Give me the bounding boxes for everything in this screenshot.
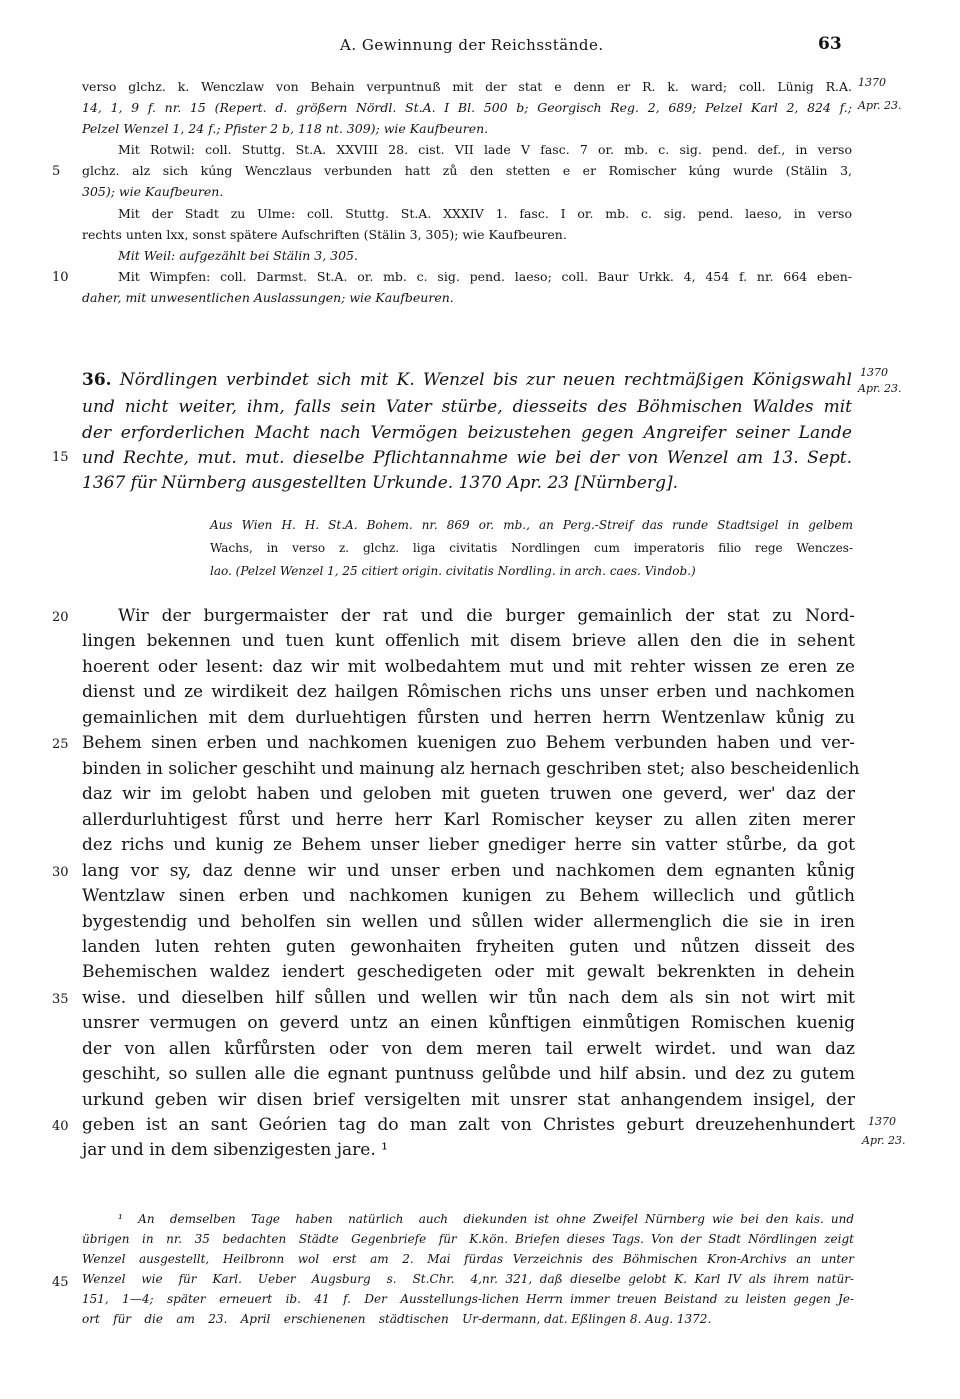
apparatus-line: 14, 1, 9 f. nr. 15 (Repert. d. größern Nördl. St.A. I Bl. 500 b; Georgisch Reg. 2, 689; Pelzel Karl 2, 824 f.; bbox=[82, 100, 852, 115]
line-number: 45 bbox=[52, 1275, 69, 1290]
heading-line bbox=[82, 370, 852, 390]
line-number: 25 bbox=[52, 737, 69, 752]
line-number: 30 bbox=[52, 865, 69, 880]
line-number: 5 bbox=[52, 164, 61, 179]
page-number: 63 bbox=[818, 34, 842, 54]
footnote-line: lichen Herrn immer treuen Beistand zu leisten gegen Je- bbox=[482, 1292, 854, 1306]
apparatus-line: daher, mit unwesentlichen Auslassungen; wie Kaufbeuren. bbox=[82, 290, 454, 305]
apparatus-line: rechts unten lxx, sonst spätere Aufschriften (Stälin 3, 305); wie Kaufbeuren. bbox=[82, 227, 567, 242]
body-line: jar und in dem sibenzigesten jare. ¹ bbox=[82, 1140, 388, 1160]
body-line: dez richs und kunig ze Behem unser lieber gnediger herre sin vatter stůrbe, da got bbox=[82, 835, 855, 855]
apparatus-line: Mit Weil: aufgezählt bei Stälin 3, 305. bbox=[118, 248, 358, 263]
line-number: 20 bbox=[52, 610, 69, 625]
running-header: A. Gewinnung der Reichsstände. bbox=[340, 36, 604, 54]
apparatus-line: verso glchz. k. Wenczlaw von Behain verpuntnuß mit der stat e denn er R. k. ward; coll. Lünig R.A. bbox=[82, 79, 852, 94]
body-line: dienst und ze wirdikeit dez hailgen Rômischen richs uns unser erben und nachkomen bbox=[82, 682, 855, 702]
footnote-line: nr. 321, daß dieselbe gelobt K. Karl IV als ihrem natür- bbox=[482, 1272, 854, 1286]
apparatus-line: Pelzel Wenzel 1, 24 f.; Pfister 2 b, 118 nt. 309); wie Kaufbeuren. bbox=[82, 121, 489, 136]
footnote-line: das Verzeichnis des Böhmischen Kron-Archivs an unter bbox=[482, 1252, 854, 1266]
heading-line: und Rechte, mut. mut. dieselbe Pflichtannahme wie bei der von Wenzel am 13. Sept. bbox=[82, 448, 852, 468]
apparatus-line: 305); wie Kaufbeuren. bbox=[82, 184, 224, 199]
body-line: Wentzlaw sinen erben und nachkomen kunigen zu Behem willeclich und gůtlich bbox=[82, 886, 855, 906]
margin-date-year: 1370 bbox=[858, 76, 886, 89]
footnote-line: Wenzel wie für Karl. Ueber Augsburg s. St.Chr. 4, bbox=[82, 1272, 482, 1286]
apparatus-line: Mit Rotwil: coll. Stuttg. St.A. XXVIII 28. cist. VII lade V fasc. 7 or. mb. c. sig. pend. def., in verso bbox=[118, 142, 852, 157]
body-line: wise. und dieselben hilf sůllen und wellen wir tůn nach dem als sin not wirt mit bbox=[82, 988, 855, 1008]
body-line: Wir der burgermaister der rat und die burger gemainlich der stat zu Nord- bbox=[118, 606, 855, 626]
heading-line: der erforderlichen Macht nach Vermögen beizustehen gegen Angreifer seiner Lande bbox=[82, 423, 852, 443]
body-line: binden in solicher geschiht und mainung alz hernach geschriben stet; also bescheidenlich bbox=[82, 759, 860, 779]
line-number: 40 bbox=[52, 1119, 69, 1134]
body-line: landen luten rehten guten gewonhaiten fryheiten guten und nůtzen disseit des bbox=[82, 937, 855, 957]
footnote-line: übrigen in nr. 35 bedachten Städte Gegenbriefe für K. bbox=[82, 1232, 482, 1246]
body-line: gemainlichen mit dem durluehtigen fůrsten und herren herrn Wentzenlaw kůnig zu bbox=[82, 708, 855, 728]
line-number: 15 bbox=[52, 450, 69, 465]
body-line: Behem sinen erben und nachkomen kuenigen zuo Behem verbunden haben und ver- bbox=[82, 733, 855, 753]
document-number: 36. bbox=[82, 370, 112, 390]
body-line: Behemischen waldez iendert geschedigeten oder mit gewalt bekrenkten in dehein bbox=[82, 962, 855, 982]
apparatus-line: glchz. alz sich kúng Wenczlaus verbunden hatt zů den stetten e er Romischer kúng wurde (Stälin 3, bbox=[82, 163, 852, 178]
heading-line: und nicht weiter, ihm, falls sein Vater stürbe, diesseits des Böhmischen Waldes mit bbox=[82, 397, 852, 417]
footnote-line: kunden ist ohne Zweifel Nürnberg wie bei den kais. und bbox=[482, 1212, 854, 1226]
margin-date-day: Apr. 23. bbox=[862, 1134, 906, 1147]
apparatus-line: Mit Wimpfen: coll. Darmst. St.A. or. mb. c. sig. pend. laeso; coll. Baur Urkk. 4, 454 f. nr. 664 eben- bbox=[118, 269, 852, 284]
body-line: urkund geben wir disen brief versigelten mit unsrer stat anhangendem insigel, der bbox=[82, 1090, 855, 1110]
apparatus-line: Mit der Stadt zu Ulme: coll. Stuttg. St.A. XXXIV 1. fasc. I or. mb. c. sig. pend. laeso, in verso bbox=[118, 206, 852, 221]
margin-date-year: 1370 bbox=[868, 1115, 896, 1128]
footnote-line: dermann, dat. Eßlingen 8. Aug. 1372. bbox=[482, 1312, 712, 1326]
heading-line: 1367 für Nürnberg ausgestellten Urkunde. 1370 Apr. 23 [Nürnberg]. bbox=[82, 473, 679, 493]
margin-date-year: 1370 bbox=[860, 366, 888, 379]
body-line: lingen bekennen und tuen kunt offenlich mit disem brieve allen den die in sehent bbox=[82, 631, 855, 651]
footnote-line: 151, 1—4; später erneuert ib. 41 f. Der Ausstellungs- bbox=[82, 1292, 482, 1306]
footnote-line: kön. Briefen dieses Tags. Von der Stadt Nördlingen zeigt bbox=[482, 1232, 854, 1246]
body-line: bygestendig und beholfen sin wellen und sůllen wider allermenglich die sie in iren bbox=[82, 912, 855, 932]
footnote-line: ¹ An demselben Tage haben natürlich auch die bbox=[118, 1212, 482, 1226]
heading-text: Nördlingen verbindet sich mit K. Wenzel bis zur neuen rechtmäßigen Königswahl bbox=[119, 370, 852, 390]
source-line: Aus Wien H. H. St.A. Bohem. nr. 869 or. mb., an Perg.-Streif das runde Stadtsigel in gelbem bbox=[210, 518, 853, 532]
line-number: 35 bbox=[52, 992, 69, 1007]
body-line: unsrer vermugen on geverd untz an einen kůnftigen einmůtigen Romischen kuenig bbox=[82, 1013, 855, 1033]
line-number: 10 bbox=[52, 270, 69, 285]
body-line: allerdurluhtigest fůrst und herre herr Karl Romischer keyser zu allen ziten merer bbox=[82, 810, 855, 830]
footnote-line: ort für die am 23. April erschienenen städtischen Ur- bbox=[82, 1312, 482, 1326]
source-line: Wachs, in verso z. glchz. liga civitatis Nordlingen cum imperatoris filio rege Wenczes- bbox=[210, 541, 853, 555]
body-line: hoerent oder lesent: daz wir mit wolbedahtem mut und mit rehter wissen ze eren ze bbox=[82, 657, 855, 677]
source-line: lao. (Pelzel Wenzel 1, 25 citiert origin. civitatis Nordling. in arch. caes. Vindob.) bbox=[210, 564, 696, 578]
body-line: lang vor sy, daz denne wir und unser erben und nachkomen dem egnanten kůnig bbox=[82, 861, 855, 881]
body-line: geschiht, so sullen alle die egnant puntnuss gelůbde und hilf absin. und dez zu gutem bbox=[82, 1064, 855, 1084]
body-line: der von allen kůrfůrsten oder von dem meren tail erwelt wirdet. und wan daz bbox=[82, 1039, 855, 1059]
body-line: daz wir im gelobt haben und geloben mit gueten truwen one geverd, wer' daz der bbox=[82, 784, 855, 804]
footnote-line: Wenzel ausgestellt, Heilbronn wol erst am 2. Mai für bbox=[82, 1252, 482, 1266]
margin-date-day: Apr. 23. bbox=[858, 382, 902, 395]
body-line: geben ist an sant Geórien tag do man zalt von Christes geburt dreuzehenhundert bbox=[82, 1115, 855, 1135]
margin-date-day: Apr. 23. bbox=[858, 99, 902, 112]
